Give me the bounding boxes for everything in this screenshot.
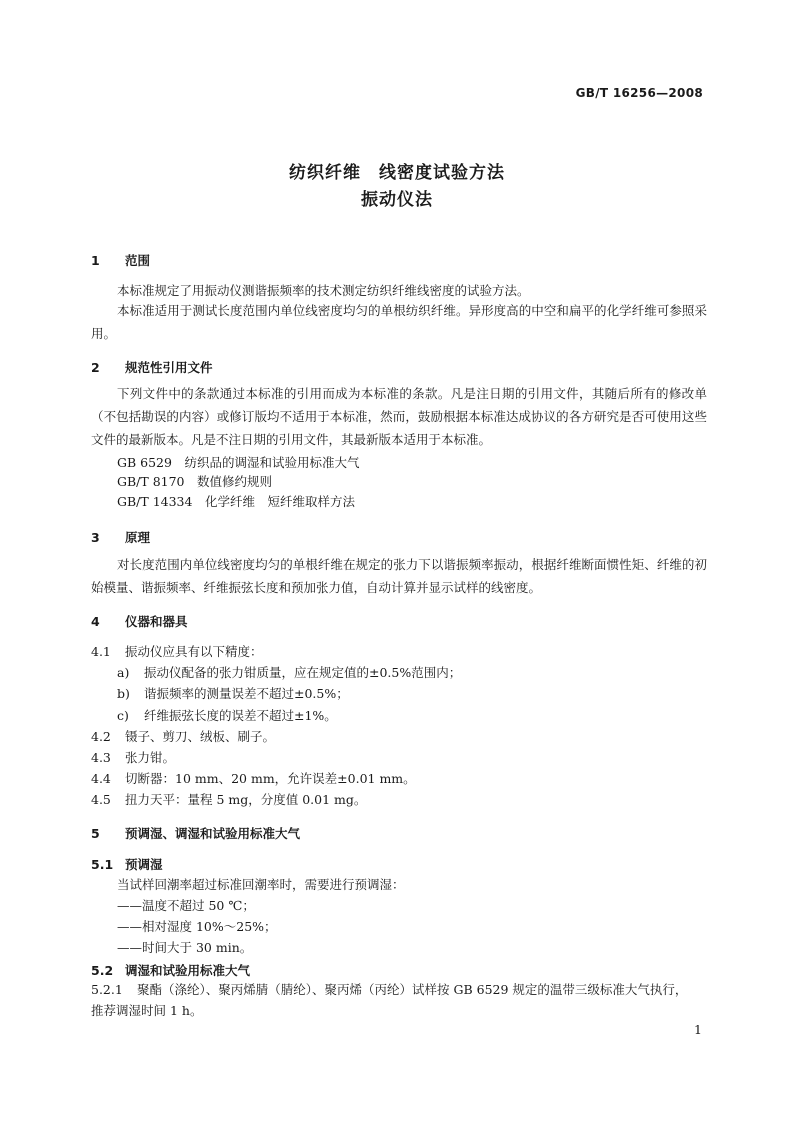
subsection-5-2-heading (91, 961, 250, 979)
subsection-title: 调湿和试验用标准大气 (125, 963, 251, 978)
document-title-line2: 振动仪法 (361, 190, 433, 210)
document-title-line1: 纺织纤维 线密度试验方法 (289, 163, 505, 183)
list-text: 振动仪配备的张力钳质量，应在规定值的±0.5%范围内； (144, 665, 462, 680)
section-number: 1 (91, 253, 100, 268)
clause-text: 扭力天平：量程 5 mg，分度值 0.01 mg。 (125, 792, 367, 807)
paragraph: 当试样回潮率超过标准回潮率时，需要进行预调湿： (117, 877, 405, 892)
clause-number: 4.2 (91, 729, 111, 744)
reference-item: GB/T 14334 化学纤维 短纤维取样方法 (117, 494, 355, 509)
clause-text: 张力钳。 (125, 750, 176, 765)
clause-item (91, 750, 175, 766)
list-item (117, 665, 461, 681)
list-marker: b) (117, 686, 130, 701)
dash-list-item: ——时间大于 30 min。 (117, 940, 253, 955)
section-title: 仪器和器具 (125, 614, 188, 629)
section-title: 规范性引用文件 (125, 360, 213, 375)
subsection-number: 5.1 (91, 857, 114, 872)
paragraph: 本标准规定了用振动仪测谐振频率的技术测定纺织纤维线密度的试验方法。 (117, 283, 530, 298)
clause-item (91, 644, 263, 660)
clause-text: 镊子、剪刀、绒板、刷子。 (125, 729, 276, 744)
clause-number: 4.3 (91, 750, 111, 765)
clause-text: 切断器：10 mm、20 mm，允许误差±0.01 mm。 (125, 771, 416, 786)
section-title: 范围 (125, 253, 151, 268)
section-number: 4 (91, 614, 100, 629)
paragraph: 对长度范围内单位线密度均匀的单根纤维在规定的张力下以谐振频率振动，根据纤维断面惯性矩、纤维的初始模量、谐振频率、纤维振弦长度和预加张力值，自动计算并显示试样的线密度。 (91, 557, 707, 595)
paragraph: 下列文件中的条款通过本标准的引用而成为本标准的条款。凡是注日期的引用文件，其随后所有的修改单（不包括勘误的内容）或修订版均不适用于本标准，然而，鼓励根据本标准达成协议的各方研究是否可使用这些文件的最新版本。凡是不注日期的引用文件，其最新版本适用于本标准。 (91, 386, 707, 447)
clause-number: 5.2.1 (91, 982, 123, 997)
list-item (117, 708, 337, 724)
section-3-heading (91, 528, 150, 546)
list-text: 谐振频率的测量误差不超过±0.5%； (144, 686, 349, 701)
dash-list-item: ——温度不超过 50 ℃； (117, 898, 255, 913)
list-item (117, 686, 349, 702)
section-4-heading (91, 612, 188, 630)
clause-text: 聚酯（涤纶）、聚丙烯腈（腈纶）、聚丙烯（丙纶）试样按 GB 6529 规定的温带三级标准大气执行， (137, 982, 688, 997)
clause-item (91, 729, 275, 745)
section-title: 预调湿、调湿和试验用标准大气 (125, 826, 301, 841)
section-2-heading (91, 358, 213, 376)
subsection-number: 5.2 (91, 963, 114, 978)
section-number: 5 (91, 826, 100, 841)
reference-item: GB/T 8170 数值修约规则 (117, 474, 273, 489)
standard-number: GB/T 16256—2008 (575, 86, 703, 100)
reference-item: GB 6529 纺织品的调湿和试验用标准大气 (117, 455, 360, 470)
list-text: 纤维振弦长度的误差不超过±1%。 (144, 708, 337, 723)
section-number: 3 (91, 530, 100, 545)
clause-number: 4.4 (91, 771, 111, 786)
clause-number: 4.1 (91, 644, 111, 659)
clause-item (91, 982, 687, 998)
clause-item (91, 792, 366, 808)
section-title: 原理 (125, 530, 151, 545)
list-marker: c) (117, 708, 129, 723)
clause-number: 4.5 (91, 792, 111, 807)
dash-list-item: ——相对湿度 10%～25%； (117, 919, 277, 934)
clause-item (91, 771, 416, 787)
subsection-5-1-heading (91, 855, 163, 873)
section-1-heading (91, 251, 150, 269)
page-number: 1 (694, 1022, 702, 1037)
list-marker: a) (117, 665, 130, 680)
subsection-title: 预调湿 (125, 857, 163, 872)
section-number: 2 (91, 360, 100, 375)
section-5-heading (91, 824, 300, 842)
clause-text: 振动仪应具有以下精度： (125, 644, 263, 659)
paragraph: 本标准适用于测试长度范围内单位线密度均匀的单根纺织纤维。异形度高的中空和扁平的化学纤维可参照采用。 (91, 303, 707, 341)
paragraph-continuation: 推荐调湿时间 1 h。 (91, 1003, 203, 1018)
